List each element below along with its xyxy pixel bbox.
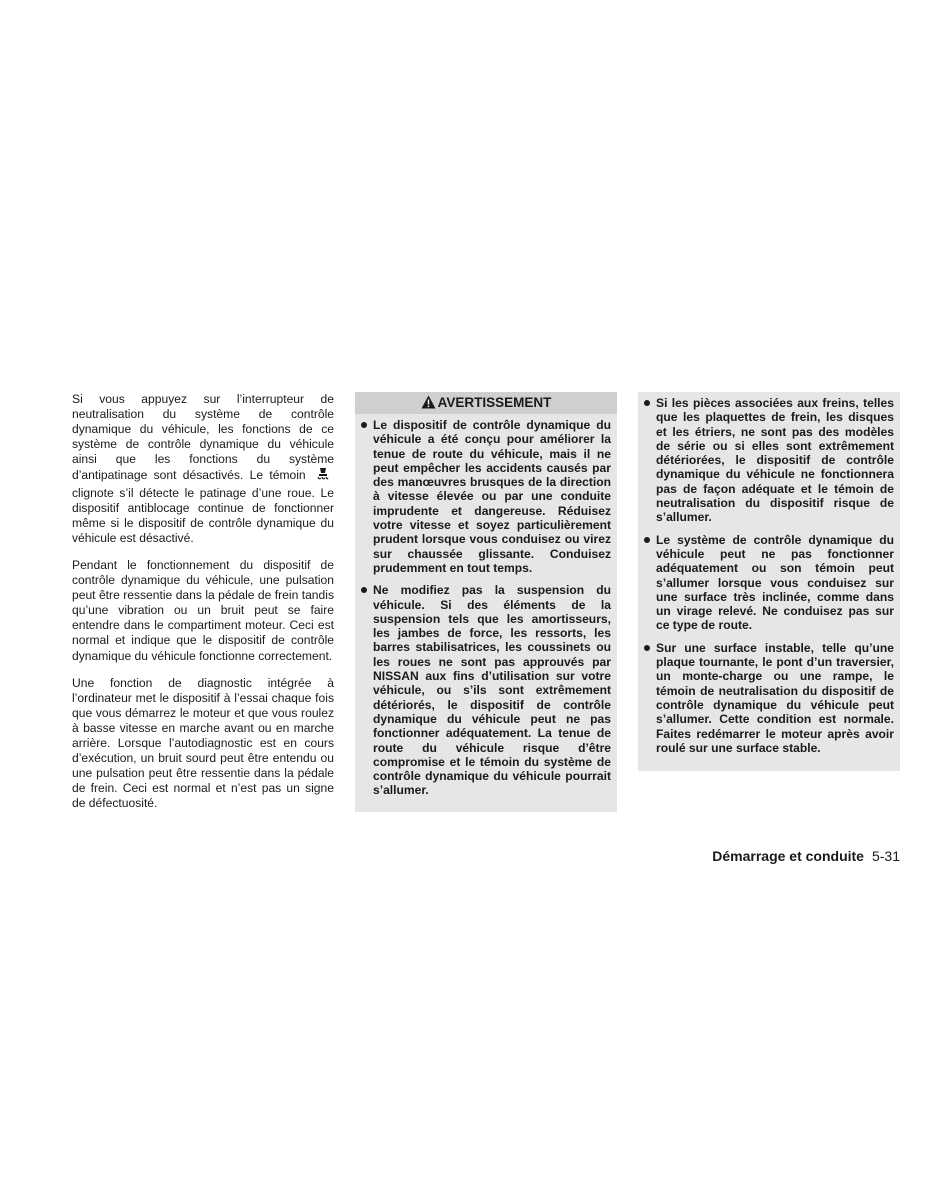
bullet-icon <box>644 400 650 406</box>
list-item <box>638 396 900 525</box>
bullet-icon <box>361 422 367 428</box>
bullet-icon <box>644 537 650 543</box>
paragraph-text: clignote s’il détecte le patinage d’une roue. Le dispositif antiblocage continue de fonctionner même si le dispositif de contrôle dynamique du véhicule est désactivé. <box>72 485 334 545</box>
list-item <box>638 641 900 755</box>
bullet-text: Le système de contrôle dynamique du véhicule peut ne pas fonctionner adéquatement ou son témoin peut s’allumer lorsque vous conduisez sur une surface très inclinée, comme dans un virage relevé. Ne conduisez pas sur ce type de route. <box>656 532 894 633</box>
list-item <box>355 418 617 575</box>
list-item <box>355 583 617 797</box>
warning-title: AVERTISSEMENT <box>437 395 552 410</box>
page-number: 5-31 <box>871 848 900 864</box>
warning-header <box>355 392 617 414</box>
bullet-text: Le dispositif de contrôle dynamique du véhicule a été conçu pour améliorer la tenue de route du véhicule, mais il ne peut empêcher les accidents causés par des manœuvres brusques de la direction à vitesse élevée ou par une conduite imprudente et dangereuse. Réduisez votre vitesse et soyez particulièrement prudent lorsque vous conduisez ou virez sur chaussée glissante. Conduisez prudemment en tout temps. <box>373 418 611 575</box>
paragraph-vdc-operation: Pendant le fonctionnement du dispositif de contrôle dynamique du véhicule, une pulsation peut être ressentie dans la pédale de frein tandis qu’une vibration ou un bruit peut se faire entendre dans le compartiment moteur. Ceci est normal et indique que le dispositif de contrôle dynamique du véhicule fonctionne correctement. <box>72 557 334 663</box>
text-column-left <box>72 392 334 823</box>
bullet-text: Ne modifiez pas la suspension du véhicule. Si des éléments de la suspension tels que les amortisseurs, les jambes de force, les ressorts, les barres stabilisatrices, les coussinets ou les roues ne sont pas approuvés par NISSAN aux fins d’utilisation sur votre véhicule, ou s’ils sont extrêmement détériorés, le dispositif de contrôle dynamique du véhicule peut ne pas fonctionner adéquatement. La tenue de route du véhicule risque d’être compromise et le témoin du système de contrôle dynamique du véhicule pourrait s’allumer. <box>373 583 611 798</box>
bullet-icon <box>361 587 367 593</box>
warning-triangle-icon <box>421 394 436 416</box>
bullet-icon <box>644 645 650 651</box>
paragraph-text: Si vous appuyez sur l’interrupteur de neutralisation du système de contrôle dynamique du véhicule, les fonctions de ce système de contrôle dynamique du véhicule ainsi que les fonctions du système d’antipatinage sont désactivés. Le témoin <box>72 392 334 483</box>
page-footer <box>600 848 900 864</box>
section-title: Démarrage et conduite <box>712 848 864 864</box>
bullet-text: Si les pièces associées aux freins, telles que les plaquettes de frein, les disques et les étriers, ne sont pas des modèles de série ou si elles sont extrêmement détériorées, le dispositif de contrôle dynamique du véhicule ne fonctionnera pas de façon adéquate et le témoin de neutralisation du dispositif risque de s’allumer. <box>656 396 894 525</box>
warning-bullet-list <box>355 418 617 798</box>
warning-box <box>355 392 617 812</box>
slip-indicator-icon <box>312 467 334 485</box>
paragraph-vdc-off-switch <box>72 392 334 546</box>
bullet-text: Sur une surface instable, telle qu’une plaque tournante, le pont d’un traversier, un monte-charge ou une rampe, le témoin de neutralisation du dispositif de contrôle dynamique du véhicule peut s’allumer. Cette condition est normale. Faites redémarrer le moteur après avoir roulé sur une surface stable. <box>656 640 894 755</box>
warning-box-continued <box>638 392 900 771</box>
list-item <box>638 533 900 633</box>
warning-bullet-list <box>638 392 900 755</box>
paragraph-self-diagnosis: Une fonction de diagnostic intégrée à l’ordinateur met le dispositif à l’essai chaque fois que vous démarrez le moteur et que vous roulez à basse vitesse en marche avant ou en marche arrière. Lorsque l’autodiagnostic est en cours d’exécution, un bruit sourd peut être entendu ou une pulsation peut être ressentie dans la pédale de frein. Ceci est normal et n’est pas un signe de défectuosité. <box>72 675 334 811</box>
